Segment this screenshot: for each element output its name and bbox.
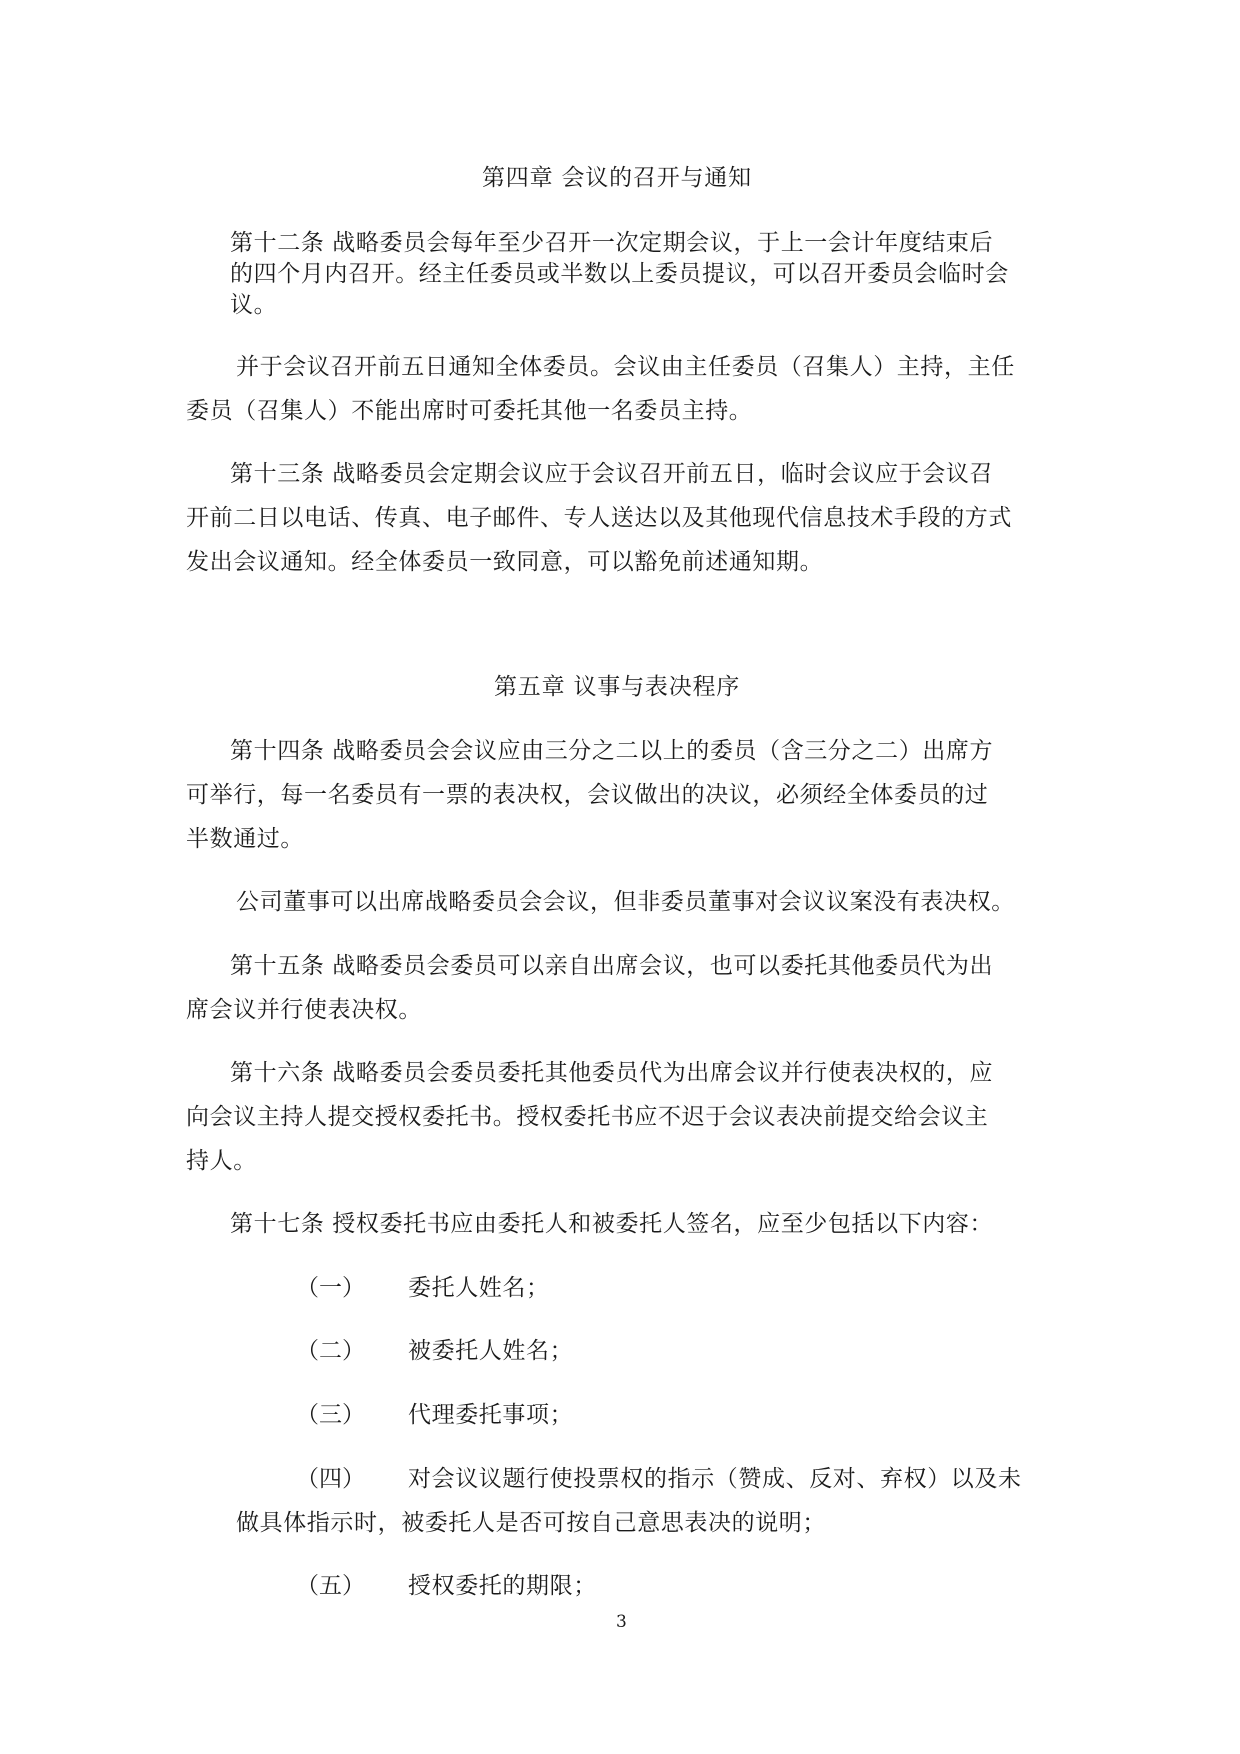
- directors-paragraph: 公司董事可以出席战略委员会会议，但非委员董事对会议议案没有表决权。: [236, 889, 1015, 915]
- article-17-line-1: 第十七条 授权委托书应由委托人和被委托人签名，应至少包括以下内容：: [230, 1211, 994, 1237]
- article-12-line-3: 议。: [230, 292, 278, 318]
- article-16-line-2: 向会议主持人提交授权委托书。授权委托书应不迟于会议表决前提交给会议主: [186, 1104, 989, 1130]
- article-15-line-1: 第十五条 战略委员会委员可以亲自出席会议，也可以委托其他委员代为出: [230, 953, 994, 979]
- page-number: 3: [616, 1612, 627, 1632]
- notice-paragraph-line-2: 委员（召集人）不能出席时可委托其他一名委员主持。: [186, 398, 753, 424]
- list-item-continuation: 做具体指示时，被委托人是否可按自己意思表决的说明；: [236, 1510, 826, 1536]
- article-12-line-2: 的四个月内召开。经主任委员或半数以上委员提议，可以召开委员会临时会: [230, 261, 1009, 287]
- chapter-5-title: 第五章 议事与表决程序: [494, 674, 741, 700]
- list-item-text: 对会议议题行使投票权的指示（赞成、反对、弃权）以及未: [408, 1466, 1022, 1492]
- article-15-line-2: 席会议并行使表决权。: [186, 997, 422, 1023]
- article-14-line-1: 第十四条 战略委员会会议应由三分之二以上的委员（含三分之二）出席方: [230, 738, 994, 764]
- list-item-text: 授权委托的期限；: [408, 1573, 597, 1599]
- article-13-line-1: 第十三条 战略委员会定期会议应于会议召开前五日，临时会议应于会议召: [230, 461, 994, 487]
- list-item-label: （三）: [296, 1402, 365, 1428]
- article-12-line-1: 第十二条 战略委员会每年至少召开一次定期会议，于上一会计年度结束后: [230, 230, 994, 256]
- chapter-4-title: 第四章 会议的召开与通知: [482, 165, 752, 191]
- article-13-line-2: 开前二日以电话、传真、电子邮件、专人送达以及其他现代信息技术手段的方式: [186, 505, 1012, 531]
- list-item-text: 委托人姓名；: [408, 1275, 550, 1301]
- article-14-line-3: 半数通过。: [186, 826, 304, 852]
- list-item-text: 被委托人姓名；: [408, 1338, 574, 1364]
- article-14-line-2: 可举行，每一名委员有一票的表决权，会议做出的决议，必须经全体委员的过: [186, 782, 989, 808]
- article-13-line-3: 发出会议通知。经全体委员一致同意，可以豁免前述通知期。: [186, 549, 824, 575]
- list-item-label: （一）: [296, 1275, 365, 1301]
- article-16-line-1: 第十六条 战略委员会委员委托其他委员代为出席会议并行使表决权的，应: [230, 1060, 994, 1086]
- list-item-text: 代理委托事项；: [408, 1402, 574, 1428]
- list-item-label: （四）: [296, 1466, 365, 1492]
- list-item-label: （二）: [296, 1338, 365, 1364]
- notice-paragraph-line-1: 并于会议召开前五日通知全体委员。会议由主任委员（召集人）主持，主任: [236, 354, 1015, 380]
- article-16-line-3: 持人。: [186, 1148, 257, 1174]
- list-item-label: （五）: [296, 1573, 365, 1599]
